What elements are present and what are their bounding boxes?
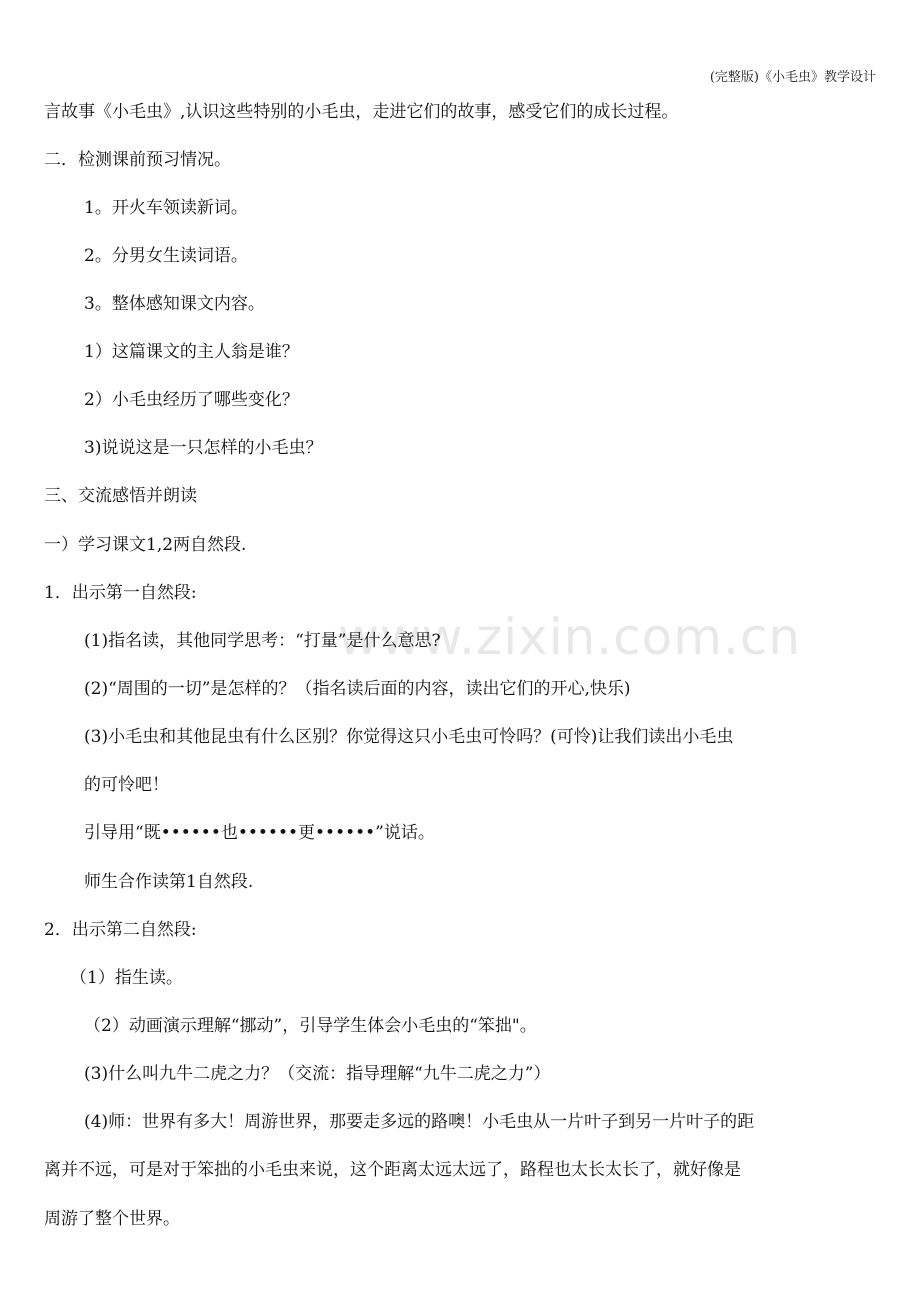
list-item: (3)什么叫九牛二虎之力？（交流：指导理解“九牛二虎之力”）: [84, 1064, 551, 1084]
paragraph-line: 引导用“既••••••也••••••更••••••”说话。: [84, 823, 435, 843]
section-heading: 三、交流感悟并朗读: [44, 486, 197, 506]
list-item: 3)说说这是一只怎样的小毛虫？: [84, 438, 323, 458]
paragraph-line: 离并不远，可是对于笨拙的小毛虫来说，这个距离太远太远了，路程也太长太长了，就好像是: [44, 1160, 741, 1180]
list-item: 1。开火车领读新词。: [84, 198, 248, 218]
paragraph-line: 的可怜吧！: [84, 775, 169, 795]
list-item: (4)师：世界有多大！周游世界，那要走多远的路噢！小毛虫从一片叶子到另一片叶子的距: [84, 1112, 755, 1132]
list-item: 2）小毛虫经历了哪些变化？: [84, 390, 299, 410]
watermark-text: www.zixin.com.cn: [338, 608, 802, 666]
subsection-heading: 2．出示第二自然段:: [44, 920, 197, 940]
list-item: 2。分男女生读词语。: [84, 246, 248, 266]
list-item: （2）动画演示理解“挪动”，引导学生体会小毛虫的“笨拙"。: [84, 1016, 537, 1036]
paragraph-line: 周游了整个世界。: [44, 1209, 180, 1229]
paragraph-line: 师生合作读第1自然段.: [84, 872, 254, 892]
list-item: 1）这篇课文的主人翁是谁？: [84, 342, 299, 362]
page-header-title: (完整版)《小毛虫》教学设计: [709, 70, 876, 85]
list-item: (3)小毛虫和其他昆虫有什么区别？你觉得这只小毛虫可怜吗？(可怜)让我们读出小毛虫: [84, 727, 734, 747]
paragraph-line: 言故事《小毛虫》,认识这些特别的小毛虫，走进它们的故事，感受它们的成长过程。: [44, 102, 679, 122]
list-item: (2)“周围的一切”是怎样的？（指名读后面的内容，读出它们的开心,快乐): [84, 679, 631, 699]
subsection-heading: 一）学习课文1,2两自然段.: [44, 535, 247, 555]
list-item: (1)指名读，其他同学思考：“打量”是什么意思?: [84, 631, 441, 651]
subsection-heading: 1．出示第一自然段:: [44, 583, 197, 603]
list-item: （1）指生读。: [70, 968, 183, 988]
section-heading: 二．检测课前预习情况。: [44, 150, 231, 170]
list-item: 3。整体感知课文内容。: [84, 294, 265, 314]
